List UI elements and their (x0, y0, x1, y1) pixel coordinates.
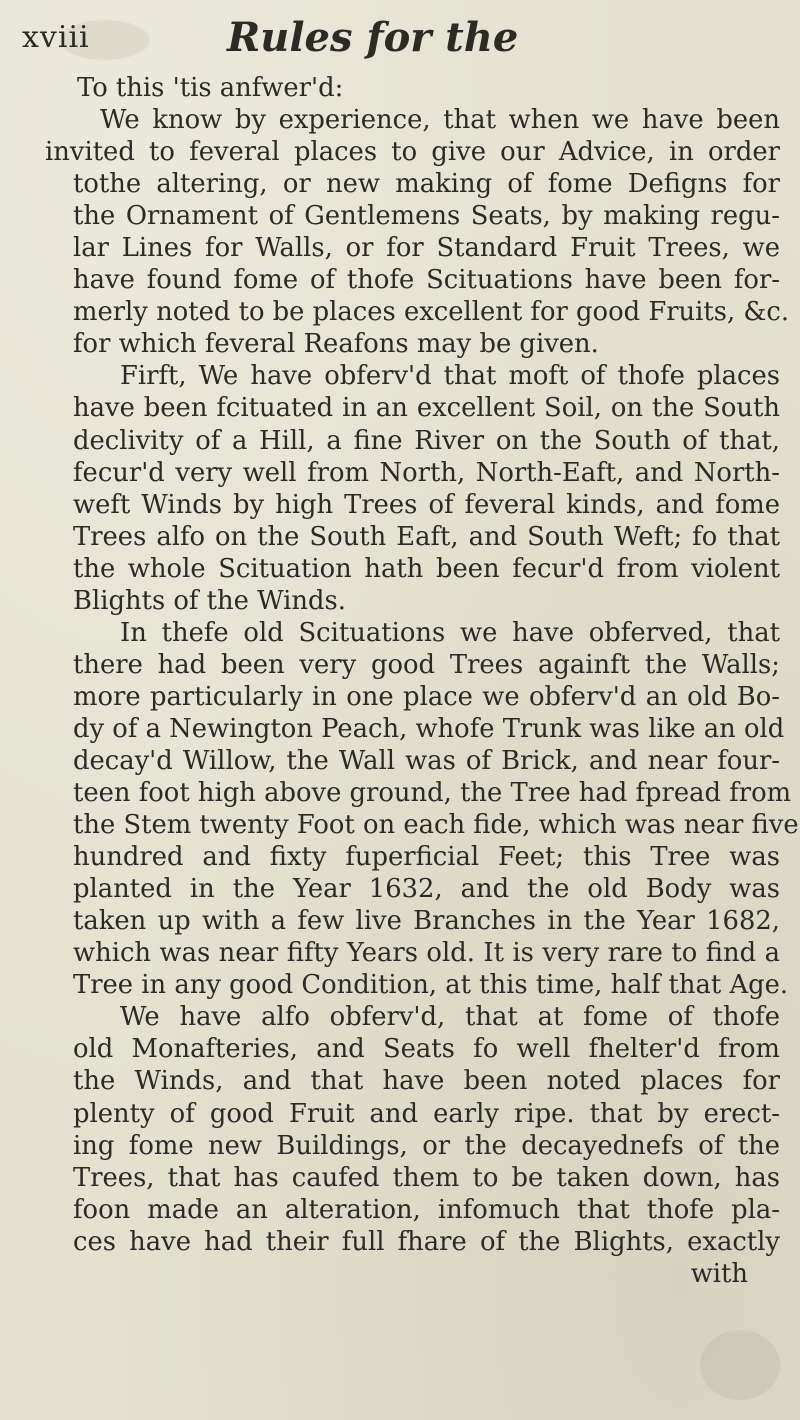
text-line: have been fcituated in an excellent Soil, on the South (73, 393, 780, 424)
text-line: tothe altering, or new making of fome Defigns for (73, 169, 780, 200)
text-line: dy of a Newington Peach, whofe Trunk was like an old (73, 713, 785, 744)
text-line: Blights of the Winds. (73, 585, 346, 616)
text-line: Tree in any good Condition, at this time, half that Age. (73, 970, 789, 1001)
text-line: Trees, that has caufed them to be taken down, has (73, 1162, 780, 1193)
text-line: We know by experience, that when we have been (100, 105, 780, 136)
text-line: teen foot high above ground, the Tree had fpread from (73, 778, 792, 809)
text-line: more particularly in one place we obferv'd an old Bo- (73, 681, 780, 712)
text-line: We have alfo obferv'd, that at fome of thofe (120, 1002, 780, 1033)
text-line: lar Lines for Walls, or for Standard Fruit Trees, we (73, 233, 780, 264)
catchword: with (690, 1258, 748, 1289)
text-line: declivity of a Hill, a fine River on the South of that, (73, 425, 780, 456)
text-line: the Winds, and that have been noted places for (73, 1066, 780, 1097)
text-line: the whole Scituation hath been fecur'd from violent (73, 553, 780, 584)
text-line: In thefe old Scituations we have obferved, that (120, 617, 780, 648)
text-line: Firft, We have obferv'd that moft of thofe places (120, 361, 780, 392)
text-line: fecur'd very well from North, North-Eaft, and North- (73, 457, 780, 488)
text-line: ing fome new Buildings, or the decayednefs of the (73, 1130, 780, 1161)
text-line: merly noted to be places excellent for good Fruits, &c. (73, 297, 790, 328)
text-line: plenty of good Fruit and early ripe. that by erect- (73, 1098, 780, 1129)
text-line: the Ornament of Gentlemens Seats, by making regu- (73, 201, 780, 232)
text-line: the Stem twenty Foot on each fide, which was near five (73, 810, 799, 841)
text-line: have found fome of thofe Scituations have been for- (73, 265, 780, 296)
text-line: which was near fifty Years old. It is very rare to find a (73, 938, 780, 969)
paper-stain (700, 1330, 780, 1400)
text-line: hundred and fixty fuperficial Feet; this Tree was (73, 842, 780, 873)
text-line: for which feveral Reafons may be given. (73, 329, 599, 360)
text-line: decay'd Willow, the Wall was of Brick, and near four- (73, 745, 780, 776)
text-line: invited to feveral places to give our Advice, in order (45, 137, 780, 168)
text-line: Trees alfo on the South Eaft, and South Weft; fo that (73, 521, 780, 552)
text-line: ces have had their full fhare of the Blights, exactly (73, 1226, 780, 1257)
body-text (45, 72, 799, 1290)
text-line: weft Winds by high Trees of feveral kinds, and fome (73, 489, 780, 520)
page-number: xviii (22, 20, 90, 55)
text-line: To this 'tis anfwer'd: (77, 73, 344, 103)
text-line: foon made an alteration, infomuch that thofe pla- (73, 1194, 780, 1225)
running-title: Rules for the (227, 14, 519, 61)
text-line: taken up with a few live Branches in the Year 1682, (73, 906, 780, 937)
text-line: there had been very good Trees againft the Walls; (73, 649, 780, 680)
text-line: planted in the Year 1632, and the old Body was (73, 874, 780, 905)
text-line: old Monafteries, and Seats fo well fhelter'd from (73, 1034, 780, 1065)
page-header (22, 10, 778, 66)
